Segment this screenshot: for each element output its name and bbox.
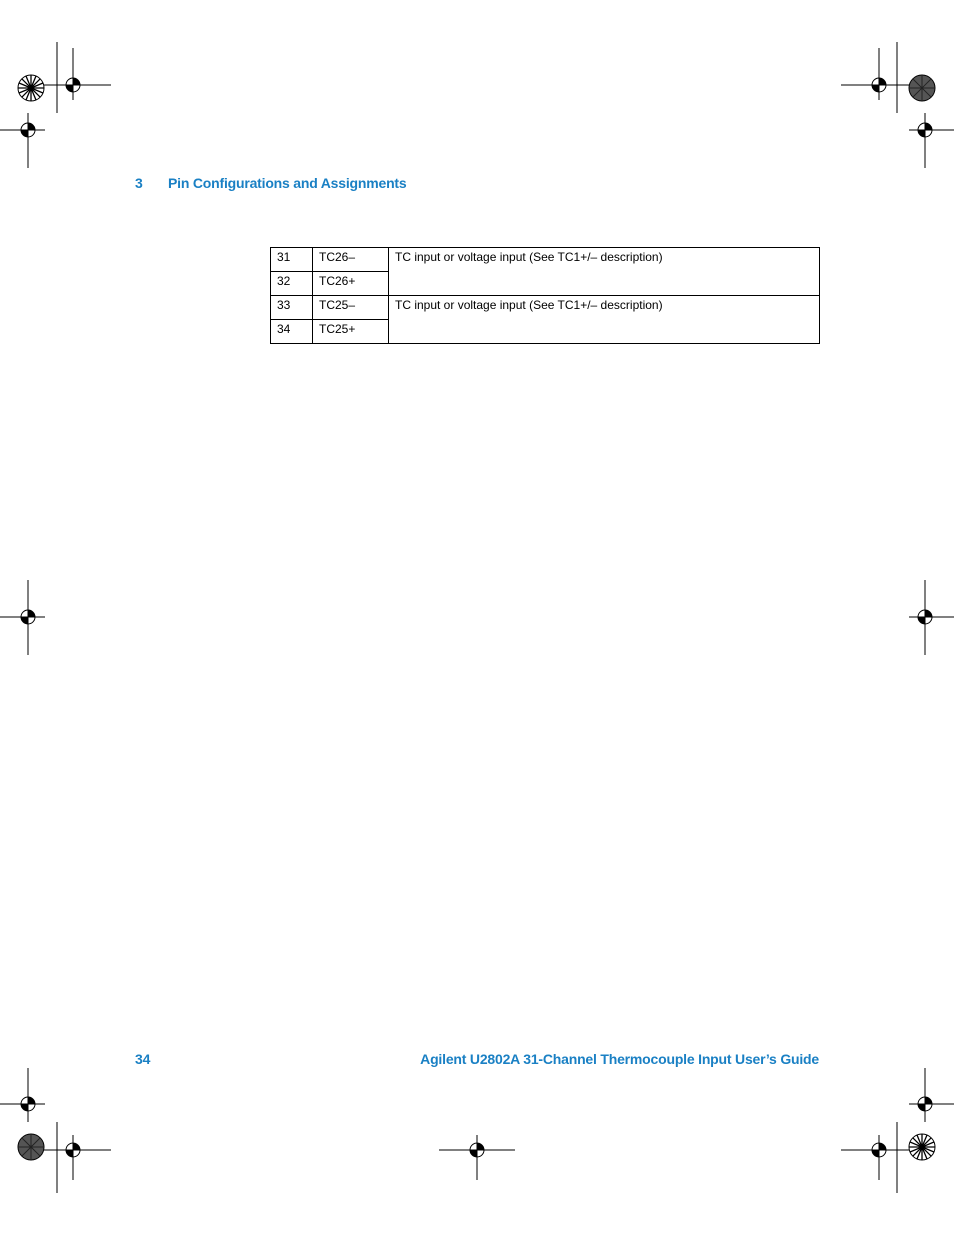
table-row (271, 248, 820, 272)
pin-number-cell: 34 (271, 320, 313, 344)
chapter-title: Pin Configurations and Assignments (168, 175, 407, 191)
table-row (271, 296, 820, 320)
signal-name-cell: TC25– (313, 296, 389, 320)
pin-number-cell: 33 (271, 296, 313, 320)
description-cell: TC input or voltage input (See TC1+/– description) (389, 248, 820, 296)
signal-name-cell: TC25+ (313, 320, 389, 344)
guide-title: Agilent U2802A 31-Channel Thermocouple Input User’s Guide (420, 1051, 819, 1067)
pin-number-cell: 31 (271, 248, 313, 272)
pin-number-cell: 32 (271, 272, 313, 296)
pin-assignment-table (270, 247, 820, 344)
signal-name-cell: TC26– (313, 248, 389, 272)
signal-name-cell: TC26+ (313, 272, 389, 296)
page-number: 34 (135, 1051, 151, 1067)
description-cell: TC input or voltage input (See TC1+/– description) (389, 296, 820, 344)
chapter-number: 3 (135, 175, 143, 191)
